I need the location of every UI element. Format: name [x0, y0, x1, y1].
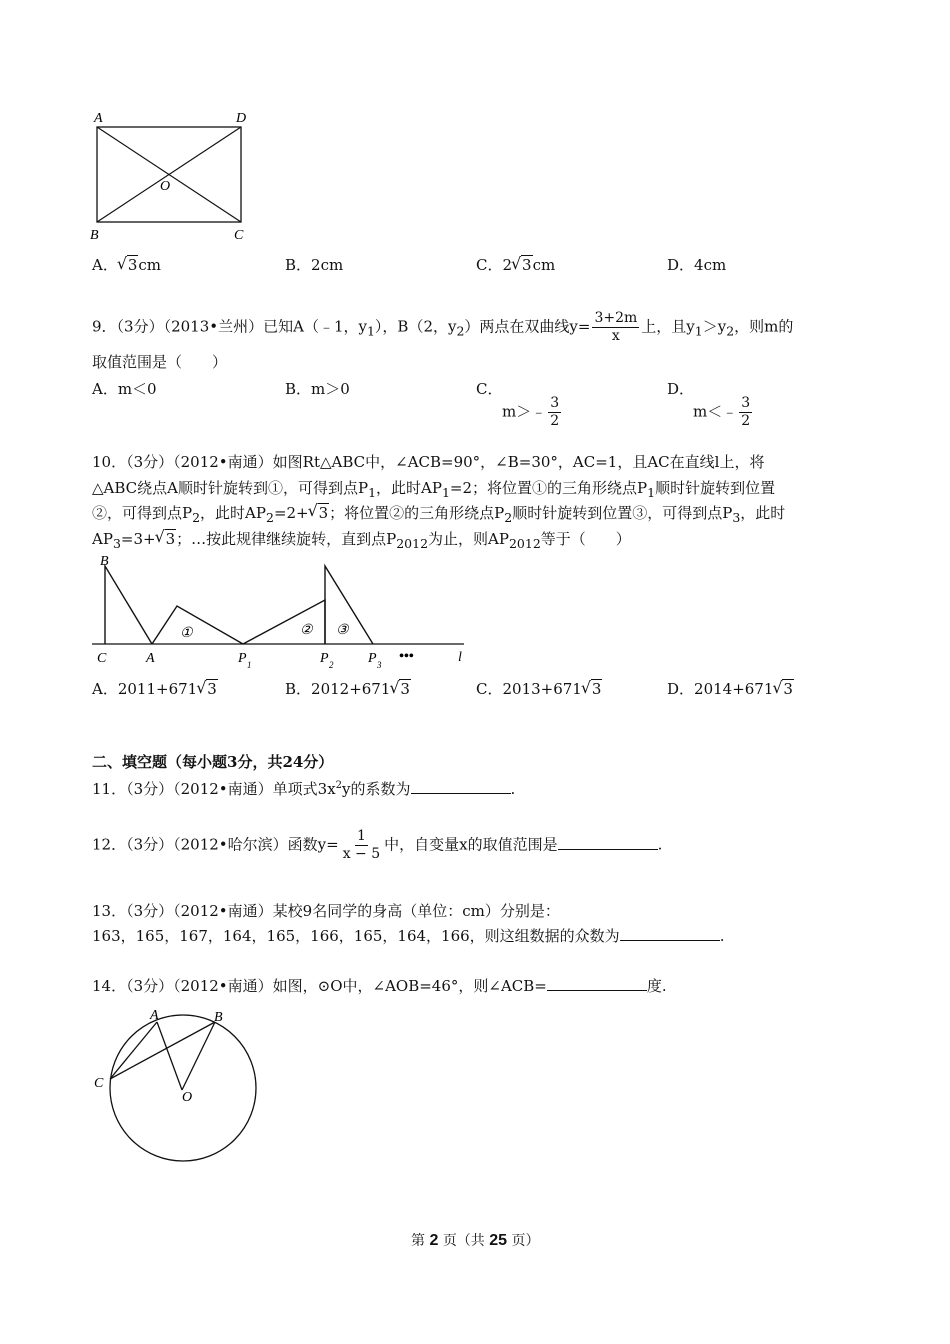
q10-option-b[interactable]: B．2012+671√ 3: [285, 678, 411, 699]
q9-fraction: $\frac{3+2m}{x}$: [594, 310, 638, 344]
q10-stem-line4: $AP_3=3+√$ 3；…按此规律继续旋转，直到点$P_{2012}$为止，则$AP_{2012}$等于（ ）: [92, 529, 631, 554]
q9-stem-line1: 9．（3分）（2013•兰州）已知A（﹣1，$y_1$），B（2，$y_2$）两点在双曲线y= $\frac{3+2m}{x}$ 上，且$y_1>y_2$，则m的: [92, 310, 794, 344]
q11-stem: 11．（3分）（2012•南通）单项式$3x^2y$的系数为 .: [92, 780, 516, 798]
rectangle-figure: [88, 108, 258, 243]
fig14-label-o: O: [182, 1090, 193, 1105]
q10-stem-line3: ②，可得到点$P_2$，此时$AP_2=2+√$ 3；将位置②的三角形绕点$P_2$顺时针旋转到位置③，可得到点$P_3$，此时: [92, 503, 785, 528]
q9-stem-line2: 取值范围是（ ）: [92, 353, 228, 371]
fig10-sub-3: 3: [377, 660, 382, 670]
q8-option-c[interactable]: C．2√ 3cm: [476, 254, 555, 275]
q8-option-a[interactable]: A．√ 3cm: [92, 254, 161, 275]
q12-stem: 12．（3分）（2012•哈尔滨）函数y= $\frac{1}{x - 5}$ 中，自变量x的取值范围是 .: [92, 828, 663, 862]
fig14-label-b: B: [214, 1010, 223, 1025]
q8-option-d[interactable]: D．4cm: [667, 256, 727, 274]
q10-option-a[interactable]: A．2011+671√ 3: [92, 678, 218, 699]
label-d: D: [236, 111, 247, 126]
fig10-label-a: A: [146, 651, 155, 666]
q9-option-c[interactable]: C． m＞﹣ $\frac{3}{2}$: [476, 380, 560, 429]
fig10-sub-1: 1: [247, 660, 252, 670]
q9-option-d[interactable]: D． m＜﹣ $\frac{3}{2}$: [667, 380, 751, 429]
label-o: O: [160, 179, 171, 194]
q13-stem-line1: 13．（3分）（2012•南通）某校9名同学的身高（单位：cm）分别是：: [92, 902, 560, 920]
fig10-circle-1: ①: [180, 626, 193, 641]
fig10-label-l: l: [458, 650, 462, 665]
fig10-label-c: C: [97, 651, 107, 666]
fig10-circle-3: ③: [336, 623, 349, 638]
label-a: A: [94, 111, 103, 126]
fig10-label-p1: P: [238, 651, 247, 666]
q11-answer-blank[interactable]: [411, 779, 511, 794]
rotation-figure: [88, 552, 473, 672]
q14-stem: 14．（3分）（2012•南通）如图，⊙O中，∠AOB=46°，则∠ACB= 度.: [92, 977, 667, 995]
fig10-label-p3: P: [368, 651, 377, 666]
q8-option-b[interactable]: B．2cm: [285, 256, 344, 274]
q12-answer-blank[interactable]: [558, 835, 658, 850]
fig10-ellipsis: •••: [399, 649, 414, 664]
q12-fraction: $\frac{1}{x - 5}$: [342, 828, 381, 862]
q14-answer-blank[interactable]: [547, 976, 647, 991]
fig10-label-p2: P: [320, 651, 329, 666]
q10-stem-line1: 10．（3分）（2012•南通）如图Rt△ABC中，∠ACB=90°，∠B=30°，AC=1，且AC在直线l上，将: [92, 453, 765, 471]
fig14-label-c: C: [94, 1076, 104, 1091]
label-b: B: [90, 228, 99, 243]
fig10-sub-2: 2: [329, 660, 334, 670]
page-footer: 第 2 页（共 25 页）: [411, 1232, 540, 1249]
section-heading: 二、填空题（每小题3分，共24分）: [92, 753, 334, 771]
q10-option-d[interactable]: D．2014+671√ 3: [667, 678, 794, 699]
fig14-label-a: A: [150, 1008, 159, 1023]
q13-answer-blank[interactable]: [620, 926, 720, 941]
q10-stem-line2: △ABC绕点A顺时针旋转到①，可得到点$P_1$，此时$AP_1=2$；将位置①的三角形绕点$P_1$顺时针旋转到位置: [92, 479, 776, 500]
label-c: C: [234, 228, 244, 243]
fig10-circle-2: ②: [300, 623, 313, 638]
q13-stem-line2: 163，165，167，164，165，166，165，164，166，则这组数据的众数为 .: [92, 927, 725, 945]
q10-option-c[interactable]: C．2013+671√ 3: [476, 678, 602, 699]
fig10-label-b: B: [100, 554, 109, 569]
circle-figure: [88, 1002, 268, 1172]
q9-option-b[interactable]: B．m＞0: [285, 380, 350, 398]
q9-option-a[interactable]: A．m＜0: [92, 380, 157, 398]
